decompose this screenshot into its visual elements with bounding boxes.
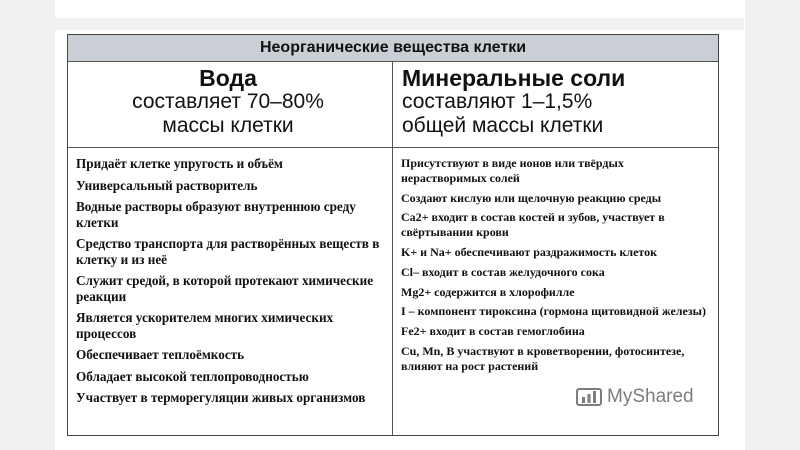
salt-function-item: I – компонент тироксина (гормона щитовидной железы)	[401, 304, 707, 319]
myshared-watermark	[575, 385, 694, 409]
frame-right-strip	[745, 0, 800, 450]
salt-function-item: K+ и Na+ обеспечивают раздражимость клеток	[401, 244, 658, 259]
salt-function-item: Cl– входит в состав желудочного сока	[401, 264, 605, 279]
salt-function-item: Cu, Mn, B участвуют в кроветворении, фотосинтезе, влияют на рост растений	[401, 343, 685, 373]
header-salts	[393, 62, 718, 147]
header-water-name: Вода	[199, 65, 257, 91]
water-function-item: Средство транспорта для растворённых веществ в клетку и из неё	[76, 236, 380, 267]
frame-top-strip	[48, 18, 744, 30]
water-function-item: Водные растворы образуют внутреннюю среду клетки	[76, 199, 356, 230]
header-salts-desc-1: составляют 1–1,5%	[402, 90, 593, 113]
salt-function-item: Fe2+ входит в состав гемоглобина	[401, 324, 585, 339]
watermark-text: MyShared	[607, 386, 694, 407]
water-function-item: Обладает высокой теплопроводностью	[76, 368, 309, 384]
header-salts-desc-2: общей массы клетки	[402, 114, 604, 137]
water-function-item: Служит средой, в которой протекают химические реакции	[76, 273, 374, 304]
salt-function-item: Присутствуют в виде ионов или твёрдых нерастворимых солей	[401, 156, 624, 185]
water-function-item: Участвует в терморегуляции живых организмов	[76, 390, 366, 405]
water-function-item: Универсальный растворитель	[76, 177, 258, 193]
myshared-logo-icon	[575, 385, 603, 409]
header-salts-name: Минеральные соли	[402, 65, 626, 91]
salt-function-item: Создают кислую или щелочную реакцию среды	[401, 190, 662, 205]
table-title: Неорганические вещества клетки	[68, 35, 718, 62]
salt-function-item: Ca2+ входит в состав костей и зубов, участвует в свёртывании крови	[401, 210, 665, 240]
frame-left-strip	[0, 0, 55, 450]
water-function-item: Является ускорителем многих химических процессов	[76, 310, 334, 341]
water-function-item: Придаёт клетке упругость и объём	[76, 156, 283, 171]
header-water-desc-2: массы клетки	[162, 114, 294, 137]
water-functions-column	[68, 148, 393, 435]
water-function-item: Обеспечивает теплоёмкость	[76, 347, 245, 362]
comparison-table	[67, 34, 719, 436]
header-water	[68, 62, 393, 147]
header-water-desc-1: составляет 70–80%	[132, 90, 324, 113]
salt-function-item: Mg2+ содержится в хлорофилле	[401, 284, 575, 299]
table-header-row	[68, 62, 718, 148]
